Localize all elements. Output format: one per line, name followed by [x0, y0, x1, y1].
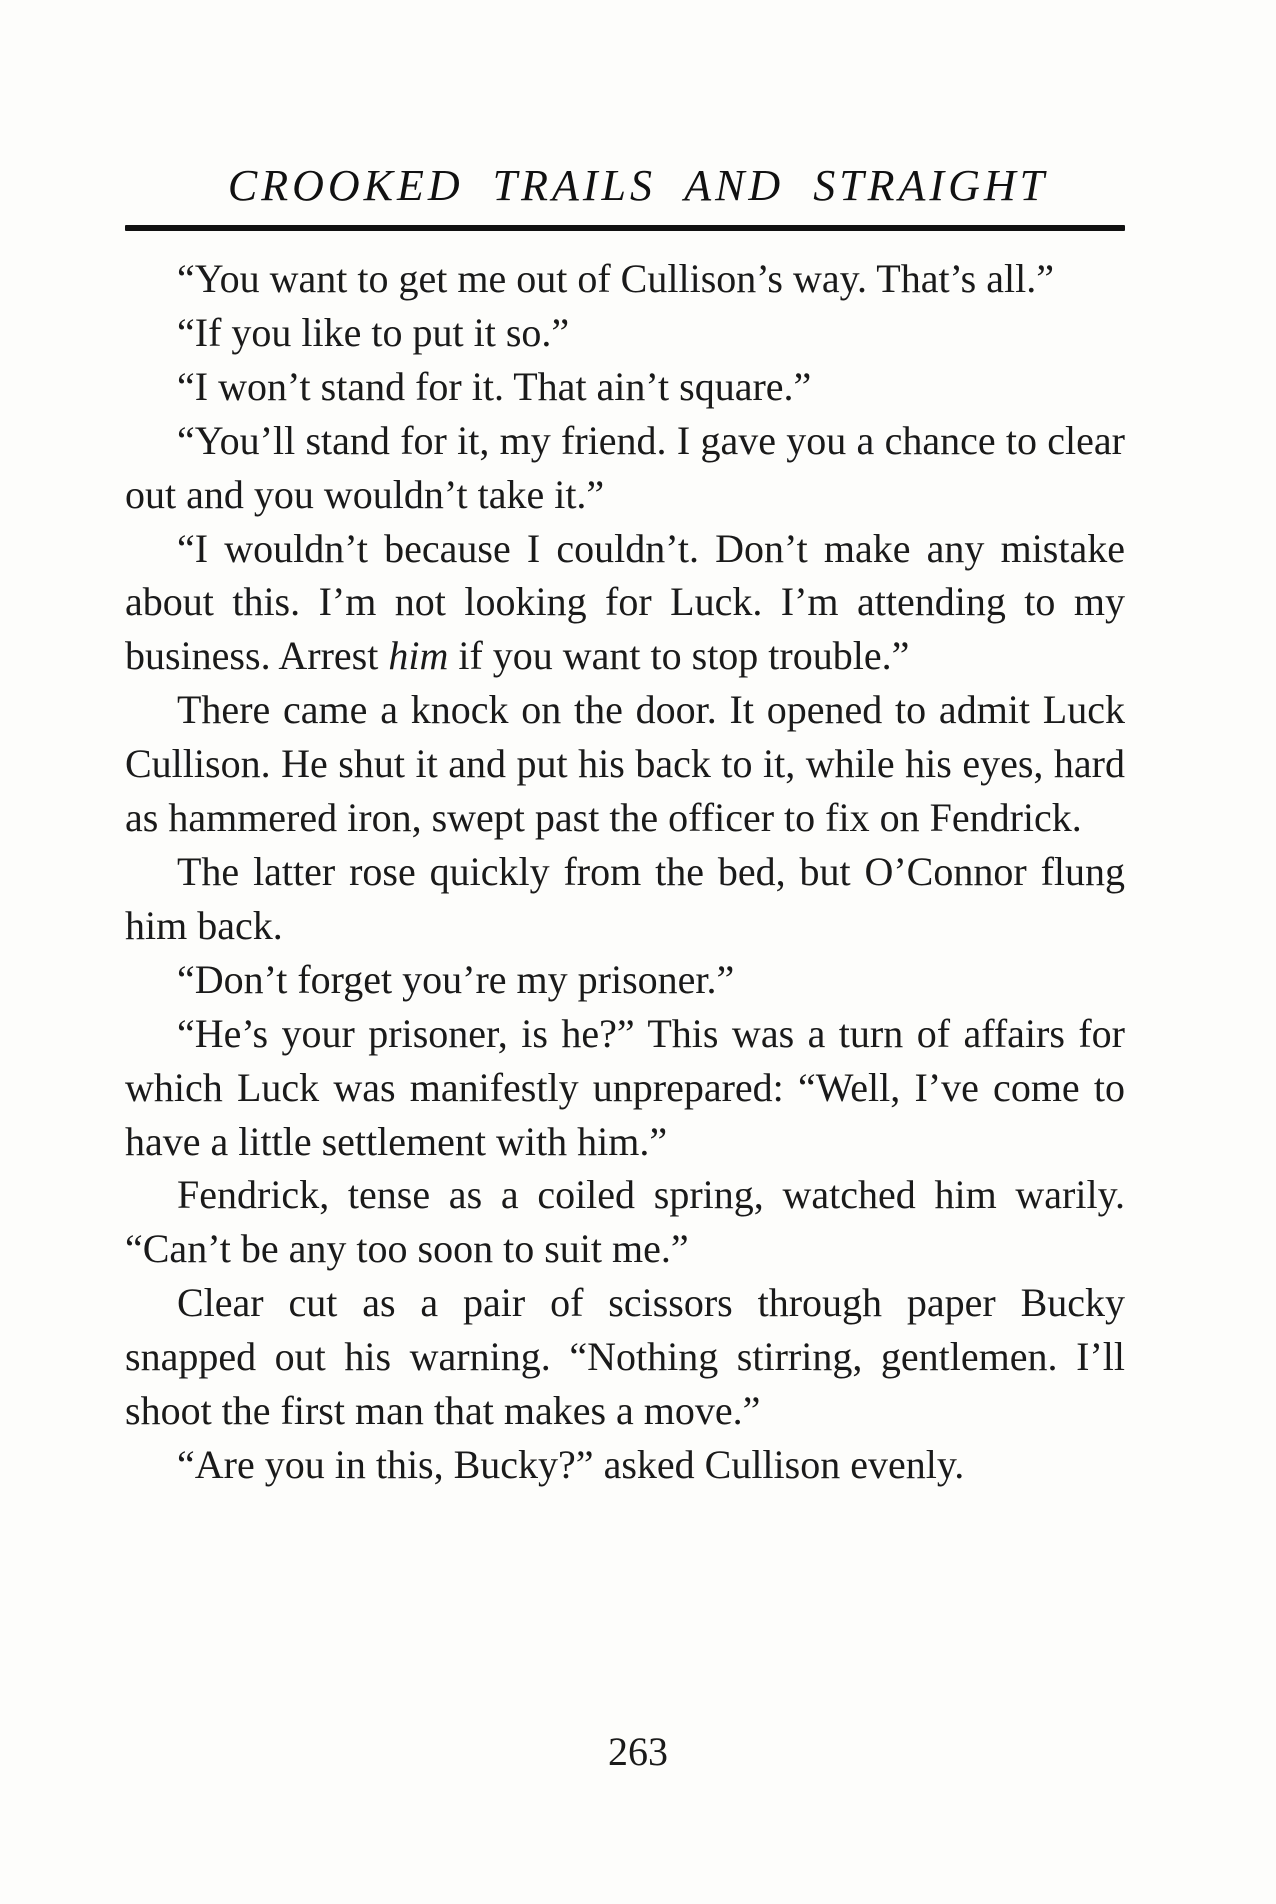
body-text — [125, 252, 1125, 1492]
running-head: CROOKED TRAILS AND STRAIGHT — [227, 161, 1049, 210]
text-segment: There came a knock on the door. It opened to admit Luck Cullison. He shut it and put his back to it, while his eyes, hard as hammered iron, swept past the officer to fix on Fendrick. — [125, 687, 1125, 841]
paragraph-p6 — [125, 683, 1125, 845]
paragraph-p1 — [125, 252, 1125, 306]
paragraph-p12 — [125, 1438, 1125, 1492]
text-segment: “Are you in this, Bucky?” asked Cullison evenly. — [177, 1441, 965, 1487]
text-segment: “Don’t forget you’re my prisoner.” — [177, 956, 735, 1002]
text-segment: Fendrick, tense as a coiled spring, watched him warily. “Can’t be any too soon to suit me.” — [125, 1172, 1125, 1272]
paragraph-p3 — [125, 360, 1125, 414]
text-segment: “You’ll stand for it, my friend. I gave you a chance to clear out and you wouldn’t take it.” — [125, 417, 1125, 517]
text-segment: Clear cut as a pair of scissors through paper Bucky snapped out his warning. “Nothing stirring, gentlemen. I’ll shoot the first man that makes a move.” — [125, 1280, 1125, 1434]
text-segment: “He’s your prisoner, is he?” This was a turn of affairs for which Luck was manifestly unprepared: “Well, I’ve come to have a little settlement with him.” — [125, 1010, 1125, 1164]
paragraph-p7 — [125, 845, 1125, 953]
paragraph-p5 — [125, 522, 1125, 684]
paragraph-p10 — [125, 1168, 1125, 1276]
italic-text: him — [388, 633, 449, 679]
paragraph-p2 — [125, 306, 1125, 360]
text-segment: The latter rose quickly from the bed, but O’Connor flung him back. — [125, 848, 1125, 948]
text-segment: “You want to get me out of Cullison’s way. That’s all.” — [177, 256, 1054, 301]
page-number: 263 — [608, 1729, 668, 1774]
text-segment: if you want to stop trouble.” — [448, 633, 910, 679]
text-segment: “I won’t stand for it. That ain’t square.” — [177, 363, 812, 409]
paragraph-p4 — [125, 414, 1125, 522]
paragraph-p9 — [125, 1007, 1125, 1169]
text-segment: “I wouldn’t because I couldn’t. Don’t make any mistake about this. I’m not looking for Luck. I’m attending to my business. Arrest — [125, 525, 1125, 679]
text-segment: “If you like to put it so.” — [177, 309, 570, 355]
paragraph-p11 — [125, 1276, 1125, 1438]
header-rule — [125, 225, 1125, 231]
paragraph-p8 — [125, 953, 1125, 1007]
